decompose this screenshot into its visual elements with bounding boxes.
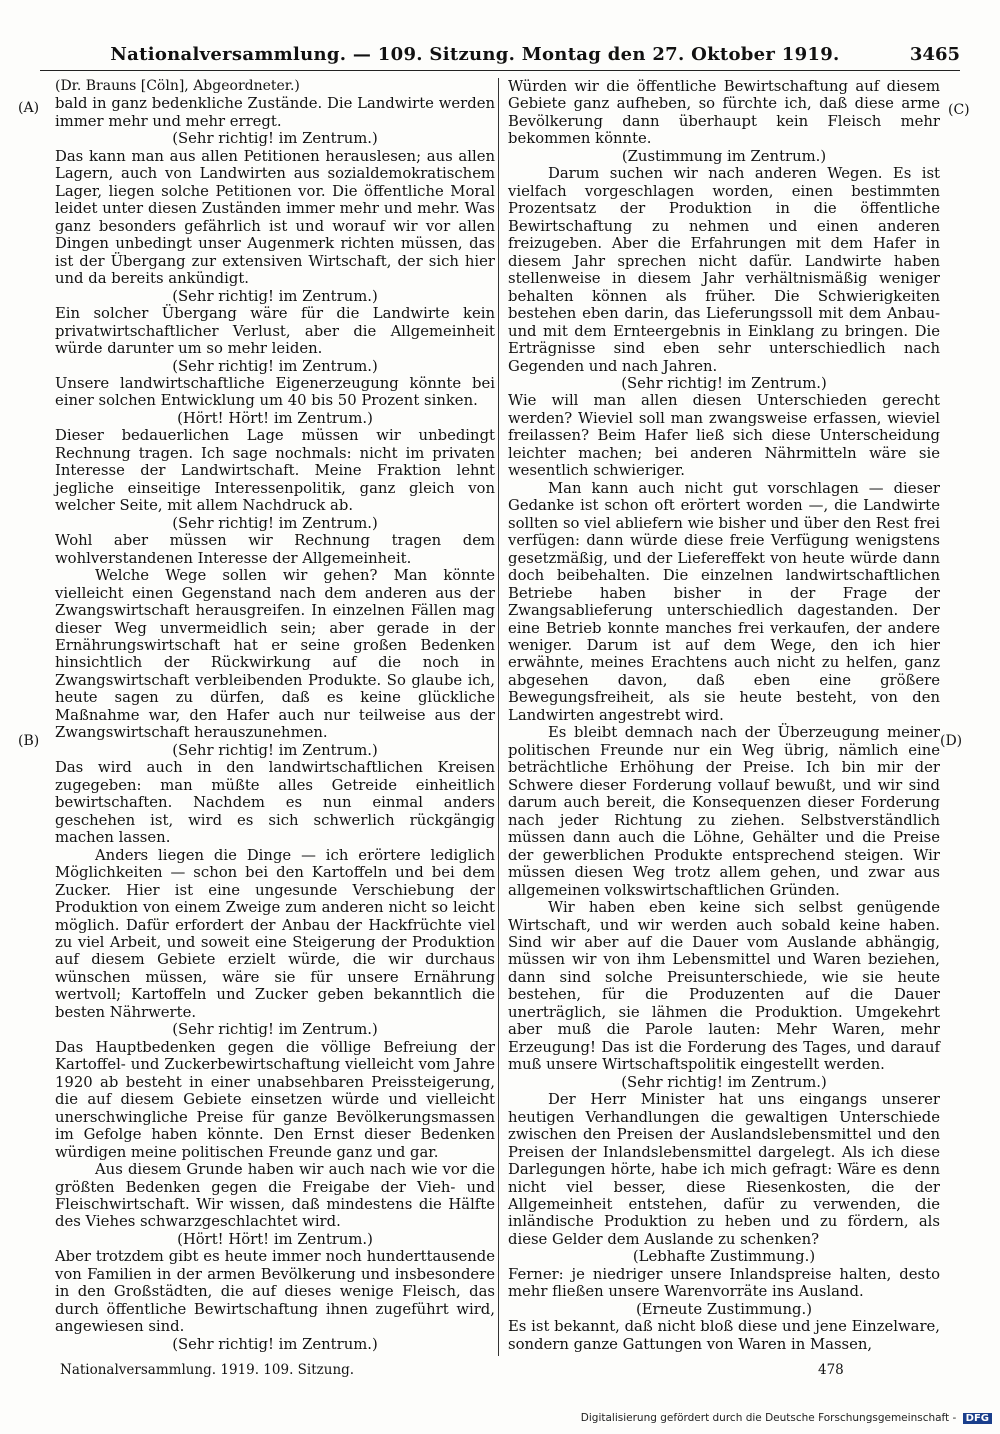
interjection: (Sehr richtig! im Zentrum.) bbox=[172, 741, 378, 759]
paragraph: Es bleibt demnach nach der Überzeugung meiner politischen Freunde nur ein Weg übrig, nämlich eine beträchtliche Erhöhung der Preise. Ich bin mir der Schwere dieser Forderung vollauf bewußt, und wir sind darum auch bereit, die Konsequenzen dieser Forderung nach jeder Richtung zu ziehen. Selbstverständlich müssen dann auch die Löhne, Gehälter und die Preise der gewerblichen Produkte entsprechend steigen. Wir müssen diesen Weg trotz allem gehen, und zwar aus allgemeinen volkswirtschaftlichen Gründen. bbox=[508, 724, 940, 899]
interjection: (Zustimmung im Zentrum.) bbox=[621, 147, 827, 165]
paragraph: Wohl aber müssen wir Rechnung tragen dem wohlverstandenen Interesse der Allgemeinheit. bbox=[55, 532, 495, 567]
interjection: (Hört! Hört! im Zentrum.) bbox=[177, 409, 373, 427]
margin-mark-c: (C) bbox=[948, 102, 970, 118]
dfg-logo: DFG bbox=[963, 1413, 992, 1424]
footer-signature: Nationalversammlung. 1919. 109. Sitzung. bbox=[60, 1362, 355, 1378]
footer-sheet-number: 478 bbox=[818, 1362, 844, 1378]
paragraph: Welche Wege sollen wir gehen? Man könnte vielleicht einen Gegenstand nach dem anderen aus der Zwangswirtschaft herausgreifen. In einzelnen Fällen mag dieser Weg unvermeidlich sein; aber gerade in der Ernährungswirtschaft hat er seine großen Bedenken hinsichtlich der Rückwirkung auf die noch in Zwangswirtschaft verbleibenden Produkte. So glaube ich, heute sagen zu dürfen, daß es keine glückliche Maßnahme war, den Hafer auch nur teilweise aus der Zwangswirtschaft herauszunehmen. bbox=[55, 567, 495, 742]
paragraph: Das kann man aus allen Petitionen herauslesen; aus allen Lagern, auch von Landwirten aus sozialdemokratischem Lager, liegen solche Petitionen vor. Die öffentliche Moral leidet unter diesen Zuständen immer mehr und mehr. Was ganz besonders gefährlich ist und worauf wir vor allen Dingen unbedingt unser Augenmerk richten müssen, das ist der Übergang zur extensiven Wirtschaft, der sich hier und da bereits ankündigt. bbox=[55, 147, 495, 288]
interjection: (Lebhafte Zustimmung.) bbox=[632, 1248, 816, 1266]
interjection: (Sehr richtig! im Zentrum.) bbox=[172, 1335, 378, 1353]
speaker-line: (Dr. Brauns [Cöln], Abgeordneter.) bbox=[55, 78, 300, 94]
paragraph: Aus diesem Grunde haben wir auch nach wie vor die größten Bedenken gegen die Freigabe der Vieh- und Fleischwirtschaft. Wir wissen, daß mindestens die Hälfte des Viehes schwarzgeschlachtet wird. bbox=[55, 1161, 495, 1231]
page-number: 3465 bbox=[909, 44, 960, 65]
paragraph: Unsere landwirtschaftliche Eigenerzeugung könnte bei einer solchen Entwicklung um 40 bis 50 Prozent sinken. bbox=[55, 374, 495, 410]
paragraph: Man kann auch nicht gut vorschlagen — dieser Gedanke ist schon oft erörtert worden —, die Landwirte sollten so viel abliefern wie bisher und über den Rest frei verfügen: dann würde diese freie Verfügung wenigstens gesetzmäßig, und der Liefereffekt von heute würde dann doch beibehalten. Die einzelnen landwirtschaftlichen Betriebe haben bisher in der Frage der Zwangsablieferung unterschiedlich dagestanden. Der eine Betrieb konnte manches frei verkaufen, der andere weniger. Darum ist auf dem Wege, den ich hier erwähnte, meines Erachtens auch nicht zu helfen, ganz abgesehen davon, daß eben eine größere Bewegungsfreiheit, als sie heute besteht, von den Landwirten angestrebt wird. bbox=[508, 479, 940, 724]
paragraph: Der Herr Minister hat uns eingangs unserer heutigen Verhandlungen die gewaltigen Unterschiede zwischen den Preisen der Auslandslebensmittel und den Preisen der Inlandslebensmittel dargelegt. Als ich diese Darlegungen hörte, habe ich mich gefragt: Wäre es denn nicht viel besser, diese Riesenkosten, die der Allgemeinheit entstehen, dafür zu verwenden, die inländische Produktion zu heben und zu fördern, als diese Gelder dem Auslande zu schenken? bbox=[508, 1091, 940, 1248]
paragraph: Das Hauptbedenken gegen die völlige Befreiung der Kartoffel- und Zuckerbewirtschaftung vielleicht vom Jahre 1920 ab besteht in einer unabsehbaren Preissteigerung, die auf diesem Gebiete einsetzen würde und vielleicht unerschwingliche Preise für ganze Bevölkerungsmassen im Gefolge haben könnte. Den Ernst dieser Bedenken würdigen meine politischen Freunde ganz und gar. bbox=[55, 1038, 495, 1161]
paragraph: Aber trotzdem gibt es heute immer noch hunderttausende von Familien in der armen Bevölkerung und insbesondere in den Großstädten, die auf dieses wenige Fleisch, das durch öffentliche Bewirtschaftung ihnen zugeführt wird, angewiesen sind. bbox=[55, 1248, 495, 1336]
margin-mark-d: (D) bbox=[940, 733, 963, 749]
paragraph: Es ist bekannt, daß nicht bloß diese und jene Einzelware, sondern ganze Gattungen von Waren in Massen, bbox=[508, 1318, 940, 1353]
paragraph: Wie will man allen diesen Unterschieden gerecht werden? Wieviel soll man zwangsweise erfassen, wieviel freilassen? Beim Hafer ließ sich diese Unterscheidung leichter machen; bei anderen Nährmitteln wäre sie wesentlich schwieriger. bbox=[508, 392, 940, 480]
header-title: Nationalversammlung. — 109. Sitzung. Montag den 27. Oktober 1919. bbox=[110, 44, 840, 65]
right-column bbox=[508, 78, 940, 1353]
interjection: (Sehr richtig! im Zentrum.) bbox=[621, 374, 827, 392]
paragraph: Dieser bedauerlichen Lage müssen wir unbedingt Rechnung tragen. Ich sage nochmals: nicht im privaten Interesse der Landwirtschaft. Meine Fraktion lehnt jegliche einseitige Interessenpolitik, ganz gleich von welcher Seite, mit allem Nachdruck ab. bbox=[55, 427, 495, 515]
dfg-credit-text: Digitalisierung gefördert durch die Deutsche Forschungsgemeinschaft - bbox=[580, 1412, 957, 1424]
dfg-credit bbox=[581, 1412, 992, 1424]
interjection: (Erneute Zustimmung.) bbox=[635, 1300, 813, 1318]
paragraph: Anders liegen die Dinge — ich erörtere lediglich Möglichkeiten — schon bei den Kartoffeln und bei dem Zucker. Hier ist eine ungesunde Verschiebung der Produktion von einem Zweige zum anderen nicht so leicht möglich. Dafür erfordert der Anbau der Hackfrüchte viel zu viel Arbeit, und soweit eine Steigerung der Produktion auf diesem Gebiete erzielt würde, die wir durchaus wünschen müssen, wäre sie für unsere Ernährung wertvoll; Kartoffeln und Zucker geben bekanntlich die besten Nährwerte. bbox=[55, 846, 495, 1021]
paragraph: Ferner: je niedriger unsere Inlandspreise halten, desto mehr fließen unsere Warenvorräte ins Ausland. bbox=[508, 1265, 940, 1301]
page-header bbox=[40, 44, 960, 71]
interjection: (Hört! Hört! im Zentrum.) bbox=[177, 1230, 373, 1248]
column-rule bbox=[498, 78, 499, 1356]
interjection: (Sehr richtig! im Zentrum.) bbox=[172, 1021, 378, 1039]
paragraph: Das wird auch in den landwirtschaftlichen Kreisen zugegeben: man müßte alles Getreide einheitlich bewirtschaften. Nachdem es nun einmal anders geschehen ist, wird es sich schwerlich rückgängig machen lassen. bbox=[55, 759, 495, 847]
left-column bbox=[55, 78, 495, 1353]
interjection: (Sehr richtig! im Zentrum.) bbox=[172, 287, 378, 305]
margin-mark-b: (B) bbox=[18, 733, 40, 749]
paragraph: Ein solcher Übergang wäre für die Landwirte kein privatwirtschaftlicher Verlust, aber die Allgemeinheit würde darunter um so mehr leiden. bbox=[55, 305, 495, 358]
interjection: (Sehr richtig! im Zentrum.) bbox=[621, 1073, 827, 1091]
margin-mark-a: (A) bbox=[18, 100, 40, 116]
interjection: (Sehr richtig! im Zentrum.) bbox=[172, 357, 378, 375]
interjection: (Sehr richtig! im Zentrum.) bbox=[172, 130, 378, 148]
paragraph: Darum suchen wir nach anderen Wegen. Es ist vielfach vorgeschlagen worden, einen bestimmten Prozentsatz der Produktion in die öffentliche Bewirtschaftung zu nehmen und einen anderen freizugeben. Aber die Erfahrungen mit dem Hafer in diesem Jahr sprechen nicht dafür. Landwirte haben stellenweise in diesem Jahr verhältnismäßig weniger behalten können als früher. Die Schwierigkeiten bestehen eben darin, das Lieferungssoll mit dem Anbau- und mit dem Ernteergebnis in Einklang zu bringen. Die Erträgnisse sind eben sehr unterschiedlich nach Gegenden und nach Jahren. bbox=[508, 165, 940, 375]
paragraph: Wir haben eben keine sich selbst genügende Wirtschaft, und wir werden auch sobald keine haben. Sind wir aber auf die Dauer vom Auslande abhängig, müssen wir von ihm Lebensmittel und Waren beziehen, dann sind solche Preisunterschiede, wie sie heute bestehen, für die Produzenten auf die Dauer unerträglich, sie lähmen die Produktion. Umgekehrt aber muß die Parole lauten: Mehr Waren, mehr Erzeugung! Das ist die Forderung des Tages, und darauf muß unsere Wirtschaftspolitik eingestellt werden. bbox=[508, 899, 940, 1074]
paragraph: Würden wir die öffentliche Bewirtschaftung auf diesem Gebiete ganz aufheben, so fürchte ich, daß diese arme Bevölkerung dann überhaupt kein Fleisch mehr bekommen könnte. bbox=[508, 78, 940, 148]
paragraph: bald in ganz bedenkliche Zustände. Die Landwirte werden immer mehr und mehr erregt. bbox=[55, 95, 495, 130]
interjection: (Sehr richtig! im Zentrum.) bbox=[172, 514, 378, 532]
